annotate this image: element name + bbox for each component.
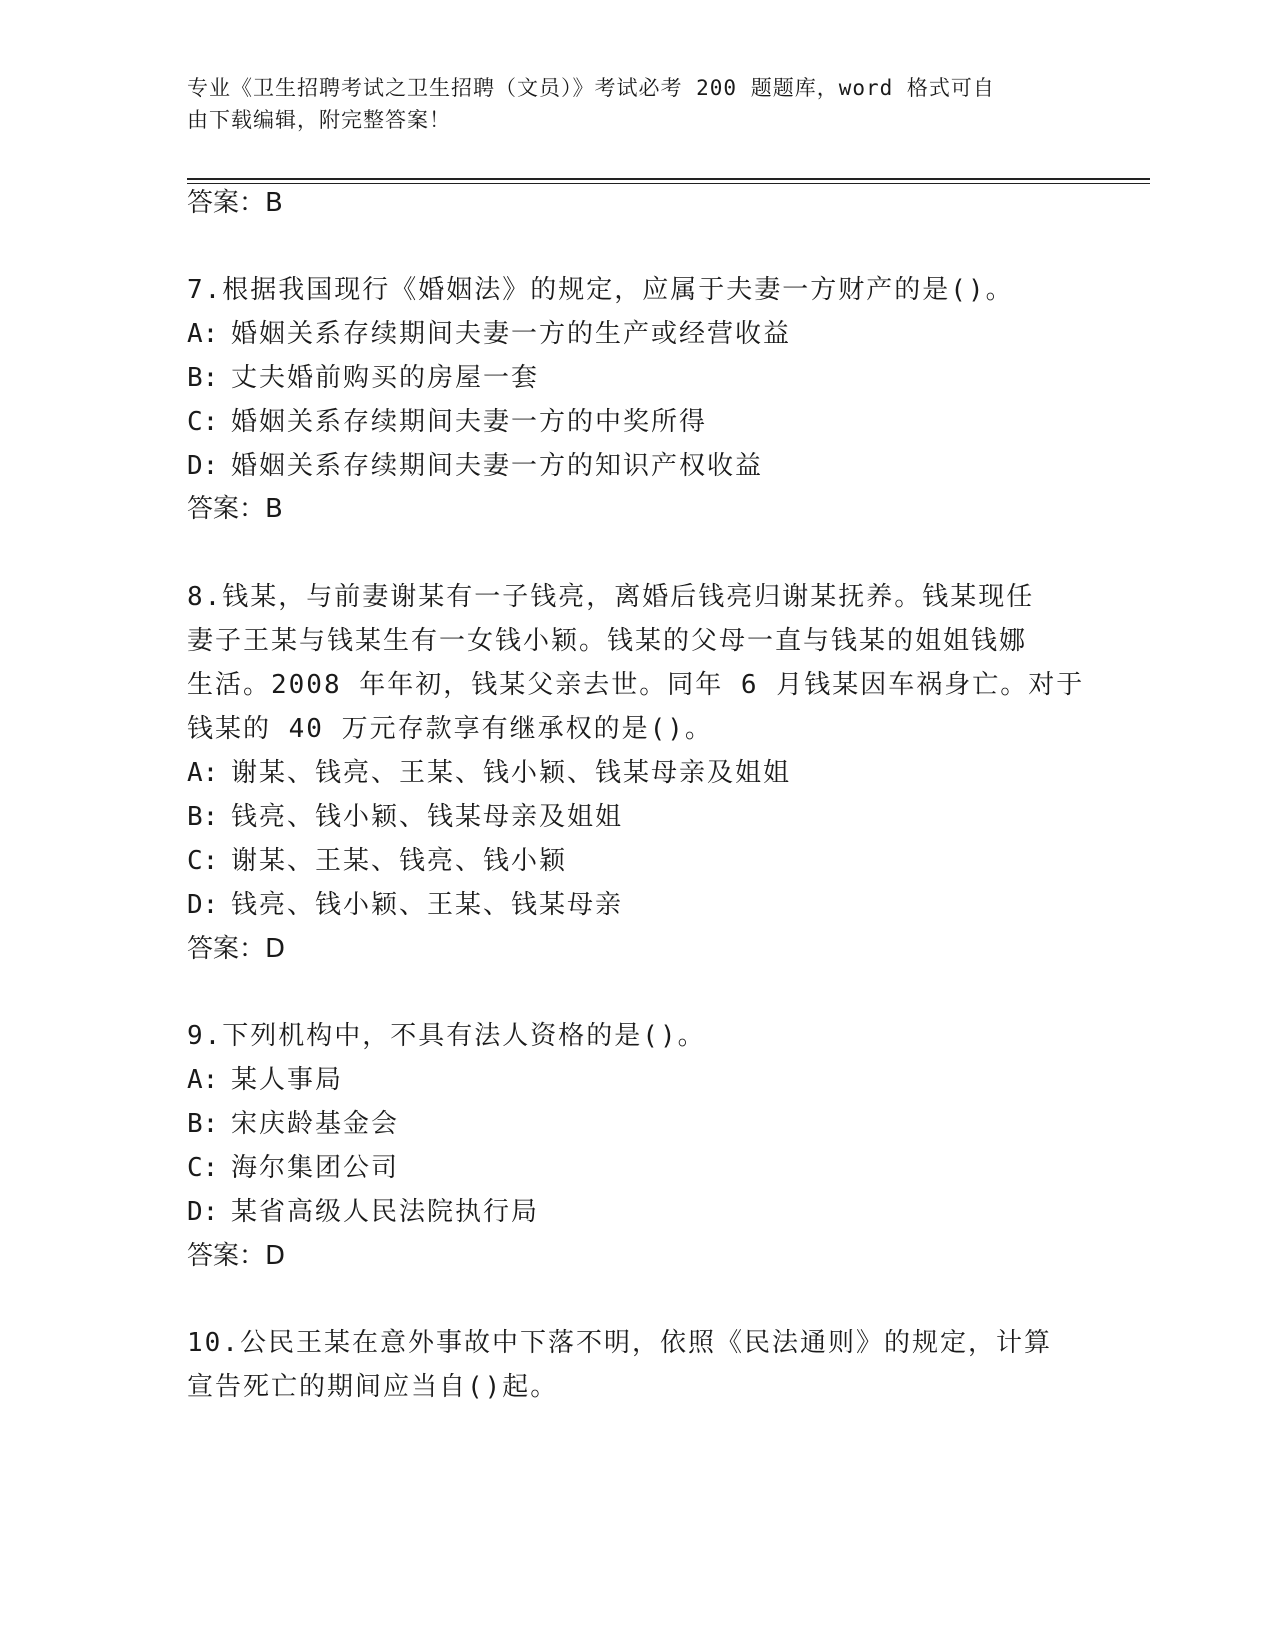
option-key: D: — [187, 451, 219, 481]
question-8-stem-line-3: 生活。2008 年年初，钱某父亲去世。同年 6 月钱某因车祸身亡。对于 — [187, 670, 1085, 700]
question-7-option-d — [187, 449, 763, 483]
question-10-stem-line-2: 宣告死亡的期间应当自()起。 — [187, 1372, 559, 1402]
header-rule-thin — [187, 183, 1150, 184]
document-header — [187, 72, 1067, 136]
question-9-answer: 答案：D — [187, 1241, 286, 1271]
option-key: D: — [187, 1197, 219, 1227]
option-key: A: — [187, 758, 219, 788]
header-line-2: 由下载编辑，附完整答案！ — [187, 108, 451, 132]
question-9-option-d — [187, 1195, 539, 1229]
question-7-stem: 7.根据我国现行《婚姻法》的规定，应属于夫妻一方财产的是()。 — [187, 275, 1014, 305]
option-text: 谢某、王某、钱亮、钱小颖 — [231, 846, 568, 876]
question-7-option-b — [187, 361, 539, 395]
option-key: B: — [187, 802, 219, 832]
option-text: 宋庆龄基金会 — [231, 1109, 400, 1139]
question-8-option-c — [187, 844, 567, 878]
question-7-option-a — [187, 317, 791, 351]
option-key: D: — [187, 890, 219, 920]
question-8-option-d — [187, 888, 623, 922]
option-key: A: — [187, 1065, 219, 1095]
question-8-stem-line-4: 钱某的 40 万元存款享有继承权的是()。 — [187, 714, 713, 744]
question-8-stem-line-2: 妻子王某与钱某生有一女钱小颖。钱某的父母一直与钱某的姐姐钱娜 — [187, 626, 1028, 656]
header-line-1: 专业《卫生招聘考试之卫生招聘（文员）》考试必考 200 题题库，word 格式可自 — [187, 76, 995, 100]
option-key: B: — [187, 1109, 219, 1139]
question-7-answer: 答案：B — [187, 494, 283, 524]
option-text: 婚姻关系存续期间夫妻一方的知识产权收益 — [231, 451, 764, 481]
option-text: 婚姻关系存续期间夫妻一方的中奖所得 — [231, 407, 708, 437]
option-text: 钱亮、钱小颖、钱某母亲及姐姐 — [231, 802, 624, 832]
question-10-stem-line-1: 10.公民王某在意外事故中下落不明，依照《民法通则》的规定，计算 — [187, 1328, 1052, 1358]
header-rule-thick — [187, 178, 1150, 180]
option-key: C: — [187, 1153, 219, 1183]
previous-answer: 答案：B — [187, 188, 283, 218]
option-key: A: — [187, 319, 219, 349]
question-9-option-a — [187, 1063, 343, 1097]
question-8-stem-line-1: 8.钱某，与前妻谢某有一子钱亮，离婚后钱亮归谢某抚养。钱某现任 — [187, 582, 1035, 612]
question-8-option-a — [187, 756, 791, 790]
option-text: 某人事局 — [231, 1065, 344, 1095]
option-text: 海尔集团公司 — [231, 1153, 400, 1183]
option-key: C: — [187, 846, 219, 876]
option-text: 丈夫婚前购买的房屋一套 — [231, 363, 540, 393]
option-text: 某省高级人民法院执行局 — [231, 1197, 540, 1227]
question-7-option-c — [187, 405, 707, 439]
question-8-option-b — [187, 800, 623, 834]
option-key: B: — [187, 363, 219, 393]
question-9-option-c — [187, 1151, 399, 1185]
question-9-stem: 9.下列机构中，不具有法人资格的是()。 — [187, 1021, 706, 1051]
option-text: 谢某、钱亮、王某、钱小颖、钱某母亲及姐姐 — [231, 758, 792, 788]
option-text: 婚姻关系存续期间夫妻一方的生产或经营收益 — [231, 319, 792, 349]
option-text: 钱亮、钱小颖、王某、钱某母亲 — [231, 890, 624, 920]
question-8-answer: 答案：D — [187, 934, 286, 964]
question-9-option-b — [187, 1107, 399, 1141]
option-key: C: — [187, 407, 219, 437]
